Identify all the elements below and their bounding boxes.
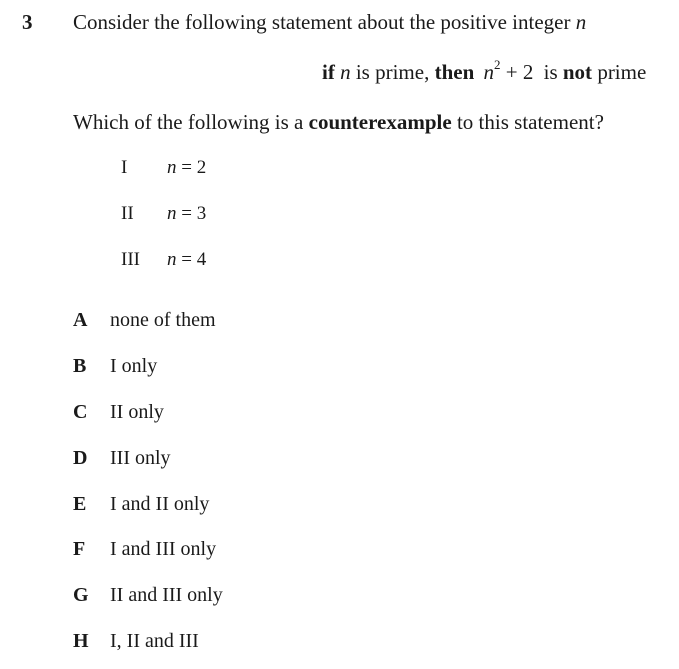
statement-prime: prime [597,60,647,84]
statement-is-prime: is prime, [355,60,430,84]
option-letter: F [73,538,86,560]
prompt-before: Which of the following is a [73,110,304,134]
option-text: I, II and III [110,630,199,652]
option-b[interactable] [73,355,157,378]
case-rest: = 2 [176,157,207,178]
case-item [121,157,206,179]
expression-plus: + 2 [505,60,534,84]
case-var: n [167,249,177,270]
option-text: I and III only [110,538,217,560]
option-letter: G [73,584,89,606]
case-value [167,203,206,224]
statement-expression [483,57,534,84]
option-text: I only [110,355,158,377]
option-letter: E [73,493,87,515]
case-roman: I [121,157,128,178]
case-value [167,157,206,178]
case-item [121,249,206,271]
option-a[interactable] [73,309,216,332]
question-intro [73,10,586,35]
statement-is: is [543,60,558,84]
case-roman: III [121,249,140,270]
option-text: none of them [110,309,216,331]
statement-then: then [434,60,475,84]
case-item [121,203,206,225]
option-letter: C [73,401,88,423]
intro-text: Consider the following statement about the positive integer [73,10,571,34]
intro-variable: n [575,10,587,34]
option-e[interactable] [73,493,209,516]
case-var: n [167,203,177,224]
case-roman: II [121,203,134,224]
option-letter: A [73,309,88,331]
option-g[interactable] [73,584,223,607]
option-text: III only [110,447,171,469]
option-text: I and II only [110,493,210,515]
statement-if: if [322,60,335,84]
case-var: n [167,157,177,178]
option-text: II and III only [110,584,223,606]
statement-var: n [340,60,351,84]
option-h[interactable] [73,630,199,653]
option-text: II only [110,401,164,423]
prompt-after: to this statement? [456,110,604,134]
case-rest: = 3 [176,203,207,224]
expression-exponent: 2 [494,57,501,72]
option-letter: H [73,630,89,652]
option-letter: D [73,447,88,469]
question-prompt [73,110,604,135]
statement [322,57,647,85]
prompt-bold: counterexample [308,110,452,134]
option-d[interactable] [73,447,171,470]
statement-not: not [562,60,593,84]
option-c[interactable] [73,401,164,424]
case-value [167,249,206,270]
case-rest: = 4 [176,249,207,270]
option-letter: B [73,355,87,377]
option-f[interactable] [73,538,216,561]
question-number: 3 [22,10,33,34]
expression-var: n [483,60,495,84]
